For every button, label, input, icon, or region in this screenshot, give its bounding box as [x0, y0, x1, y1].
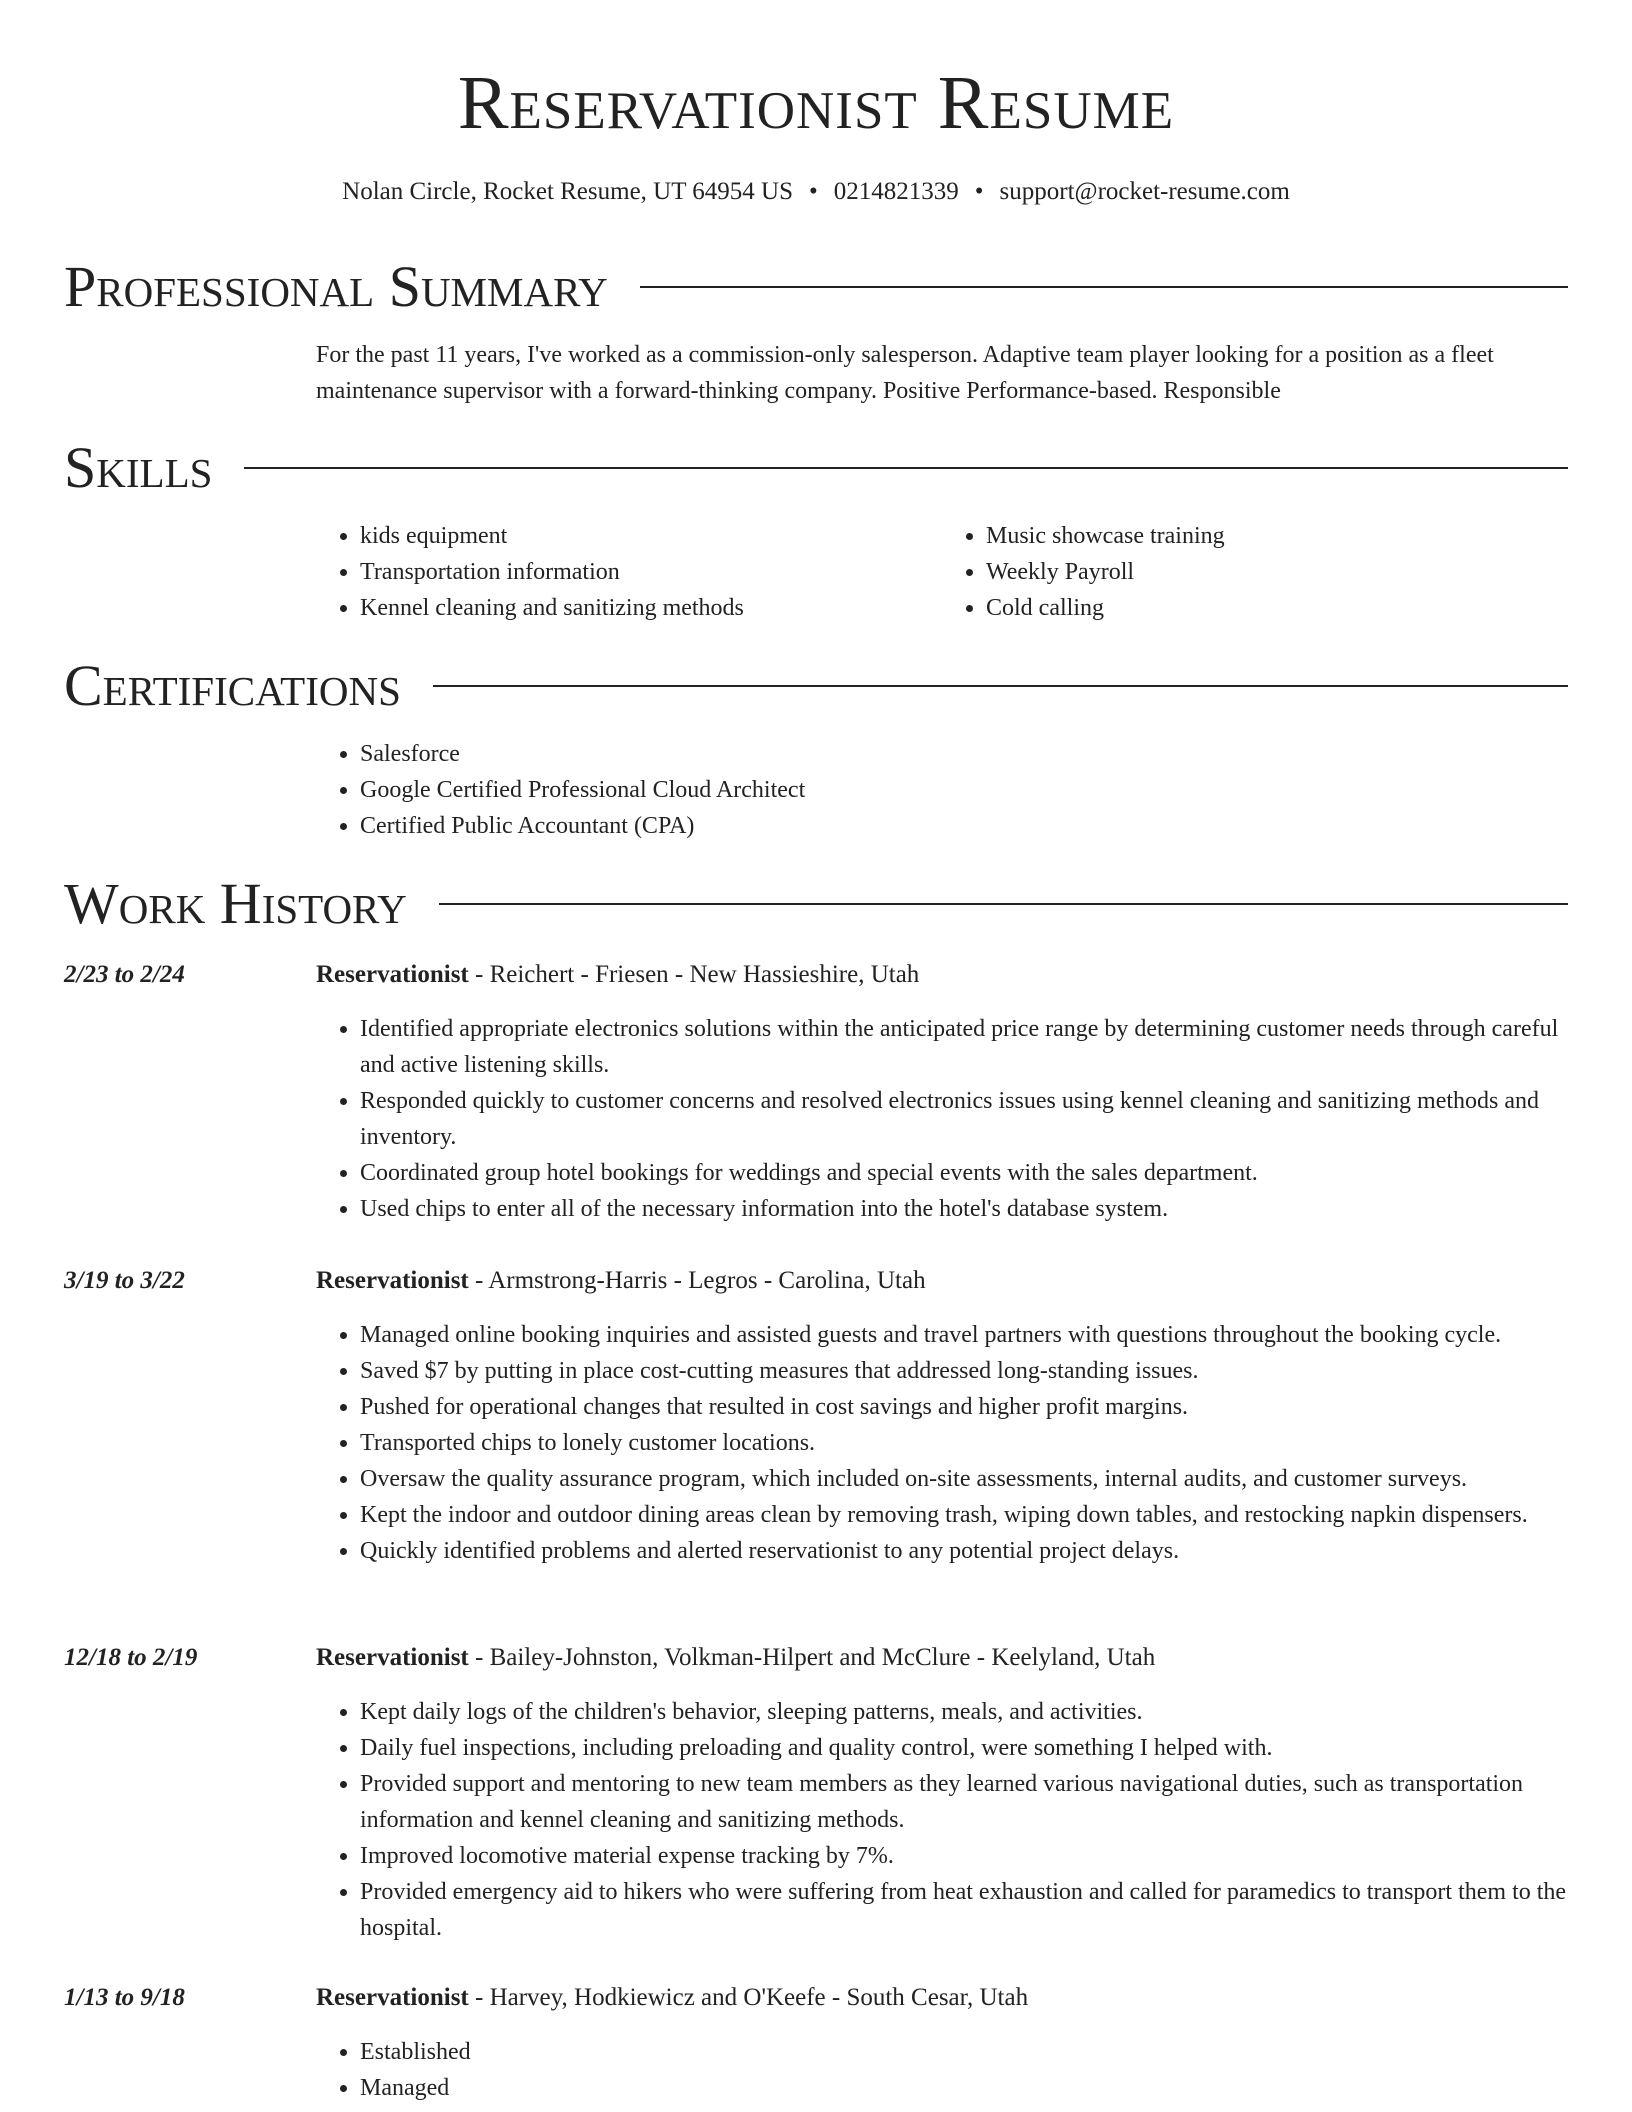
- certification-item: • Salesforce: [360, 736, 1568, 772]
- job-bullet: • Provided support and mentoring to new team members as they learned various navigational duties, such as transportation information and kennel cleaning and sanitizing methods.: [360, 1766, 1568, 1838]
- certifications-list: [316, 736, 1568, 844]
- work-history-heading: [64, 869, 1568, 939]
- certifications-heading: [64, 651, 1568, 721]
- job-bullet: • Used chips to enter all of the necessary information into the hotel's database system.: [360, 1191, 1568, 1227]
- skills-list: [316, 518, 1568, 626]
- job-dates: 2/23 to 2/24: [64, 961, 185, 988]
- section-rule: [640, 286, 1568, 288]
- job-header: [316, 957, 919, 993]
- skills-column-2: [942, 518, 1568, 626]
- job-bullet: • Kept daily logs of the children's behavior, sleeping patterns, meals, and activities.: [360, 1694, 1568, 1730]
- summary-title: Professional Summary: [64, 254, 608, 319]
- job-bullets: [316, 2034, 1568, 2106]
- certification-item: • Certified Public Accountant (CPA): [360, 808, 1568, 844]
- skill-item: • Transportation information: [360, 554, 942, 590]
- skill-item: • kids equipment: [360, 518, 942, 554]
- certifications-title: Certifications: [64, 653, 401, 718]
- skill-item: • Music showcase training: [986, 518, 1568, 554]
- job-dates: 12/18 to 2/19: [64, 1644, 198, 1671]
- skills-heading: [64, 433, 1568, 503]
- job-bullet: • Responded quickly to customer concerns and resolved electronics issues using kennel cleaning and sanitizing methods and inventory.: [360, 1083, 1568, 1155]
- job-bullet: • Managed online booking inquiries and assisted guests and travel partners with questions throughout the booking cycle.: [360, 1317, 1568, 1353]
- contact-phone: 0214821339: [833, 178, 959, 205]
- job-bullets: [316, 1317, 1568, 1569]
- job-bullet: • Pushed for operational changes that resulted in cost savings and higher profit margins.: [360, 1389, 1568, 1425]
- job-bullets: [316, 1694, 1568, 1946]
- job-bullet: • Managed: [360, 2070, 1568, 2106]
- job-role: Reservationist: [316, 1267, 469, 1294]
- contact-address: Nolan Circle, Rocket Resume, UT 64954 US: [342, 178, 794, 205]
- skills-title: Skills: [64, 435, 213, 500]
- job-bullet: • Kept the indoor and outdoor dining areas clean by removing trash, wiping down tables, and restocking napkin dispensers.: [360, 1497, 1568, 1533]
- contact-line: [0, 176, 1632, 208]
- job-bullets: [316, 1011, 1568, 1227]
- job-details: - Bailey-Johnston, Volkman-Hilpert and McClure - Keelyland, Utah: [468, 1644, 1156, 1671]
- job-role: Reservationist: [316, 1644, 469, 1671]
- work-history-title: Work History: [64, 871, 407, 936]
- contact-separator: •: [974, 178, 984, 205]
- skill-item: • Kennel cleaning and sanitizing methods: [360, 590, 942, 626]
- job-details: - Harvey, Hodkiewicz and O'Keefe - South Cesar, Utah: [468, 1984, 1029, 2011]
- job-bullet: • Provided emergency aid to hikers who were suffering from heat exhaustion and called for paramedics to transport them to the hospital.: [360, 1874, 1568, 1946]
- certification-item: • Google Certified Professional Cloud Architect: [360, 772, 1568, 808]
- job-bullet: • Saved $7 by putting in place cost-cutting measures that addressed long-standing issues.: [360, 1353, 1568, 1389]
- job-header: [316, 1980, 1028, 2016]
- job-bullet: • Quickly identified problems and alerted reservationist to any potential project delays.: [360, 1533, 1568, 1569]
- job-bullet: • Identified appropriate electronics solutions within the anticipated price range by determining customer needs through careful and active listening skills.: [360, 1011, 1568, 1083]
- skills-column-1: [316, 518, 942, 626]
- skill-item: • Cold calling: [986, 590, 1568, 626]
- summary-text: For the past 11 years, I've worked as a commission-only salesperson. Adaptive team player looking for a position as a fleet maintenance supervisor with a forward-thinking company. Positive Performance-based. Responsible: [316, 342, 1494, 404]
- job-dates: 1/13 to 9/18: [64, 1984, 185, 2011]
- job-header: [316, 1640, 1155, 1676]
- job-bullet: • Coordinated group hotel bookings for weddings and special events with the sales department.: [360, 1155, 1568, 1191]
- section-rule: [244, 467, 1568, 469]
- job-bullet: • Oversaw the quality assurance program, which included on-site assessments, internal audits, and customer surveys.: [360, 1461, 1568, 1497]
- job-bullet: • Daily fuel inspections, including preloading and quality control, were something I helped with.: [360, 1730, 1568, 1766]
- summary-heading: [64, 252, 1568, 322]
- section-rule: [439, 903, 1568, 905]
- job-header: [316, 1263, 926, 1299]
- section-rule: [433, 685, 1568, 687]
- contact-separator: •: [809, 178, 818, 205]
- skill-item: • Weekly Payroll: [986, 554, 1568, 590]
- resume-title: Reservationist Resume: [457, 61, 1175, 145]
- job-details: - Armstrong-Harris - Legros - Carolina, Utah: [468, 1267, 926, 1294]
- job-details: - Reichert - Friesen - New Hassieshire, Utah: [468, 961, 920, 988]
- job-bullet: • Improved locomotive material expense tracking by 7%.: [360, 1838, 1568, 1874]
- job-role: Reservationist: [316, 1984, 469, 2011]
- job-role: Reservationist: [316, 961, 469, 988]
- job-bullet: • Transported chips to lonely customer locations.: [360, 1425, 1568, 1461]
- contact-email: support@rocket-resume.com: [999, 178, 1290, 205]
- job-dates: 3/19 to 3/22: [64, 1267, 185, 1294]
- job-bullet: • Established: [360, 2034, 1568, 2070]
